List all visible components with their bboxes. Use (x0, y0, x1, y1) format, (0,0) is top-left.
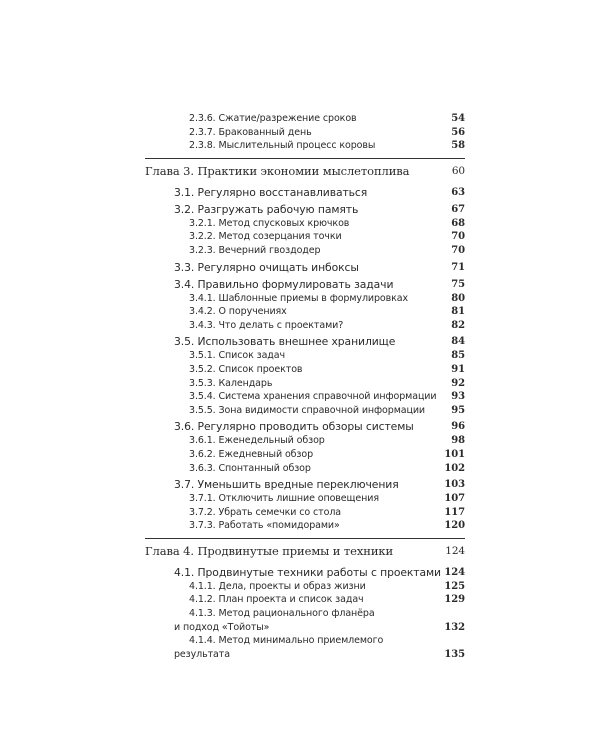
entry-title: 3.5.2. Список проектов (189, 363, 303, 375)
toc-entry[interactable] (145, 363, 465, 377)
toc-entry[interactable] (145, 230, 465, 244)
chapter-3-heading[interactable] (145, 158, 465, 180)
toc-entry[interactable] (145, 462, 465, 476)
entry-page: 95 (451, 404, 465, 416)
toc-entry-continuation[interactable] (145, 648, 465, 662)
toc-section[interactable] (145, 335, 465, 349)
toc-entry-continuation[interactable] (145, 621, 465, 635)
entry-title: 2.3.7. Бракованный день (189, 126, 312, 138)
entry-title: 3.5.1. Список задач (189, 350, 285, 362)
section-page: 75 (451, 278, 465, 290)
entry-title: 3.7.3. Работать «помидорами» (189, 520, 340, 532)
section-title: 3.4. Правильно формулировать задачи (174, 277, 394, 291)
section-title: 3.3. Регулярно очищать инбоксы (174, 260, 359, 274)
toc-section[interactable] (145, 186, 465, 200)
entry-title: 2.3.8. Мыслительный процесс коровы (189, 140, 376, 152)
entry-page: 56 (451, 126, 465, 138)
entry-page: 92 (451, 377, 465, 389)
entry-page: 54 (451, 113, 465, 124)
entry-title: 3.2.3. Вечерний гвоздодер (189, 244, 321, 256)
section-page: 96 (451, 421, 465, 433)
entry-title: 3.4.3. Что делать с проектами? (189, 319, 344, 331)
toc-section[interactable] (145, 566, 465, 580)
entry-title: и подход «Тойоты» (174, 621, 270, 633)
toc-entry[interactable] (145, 319, 465, 333)
entry-page: 102 (444, 462, 465, 474)
entry-page: 85 (451, 350, 465, 362)
toc-entry[interactable] (145, 139, 465, 153)
chapter-page: 124 (445, 544, 465, 557)
section-title: 3.6. Регулярно проводить обзоры системы (174, 420, 414, 434)
section-title: 3.7. Уменьшить вредные переключения (174, 478, 399, 492)
entry-title: 2.3.6. Сжатие/разрежение сроков (189, 113, 357, 124)
entry-page: 68 (451, 217, 465, 229)
entry-page: 129 (444, 594, 465, 606)
toc-entry[interactable] (145, 492, 465, 506)
toc-section[interactable] (145, 261, 465, 275)
toc-entry[interactable] (145, 448, 465, 462)
chapter-title: Глава 4. Продвинутые приемы и техники (145, 543, 394, 558)
entry-page: 80 (451, 292, 465, 304)
chapter-4-heading[interactable] (145, 538, 465, 560)
toc-entry[interactable] (145, 292, 465, 306)
toc-entry[interactable] (145, 126, 465, 140)
entry-page: 135 (444, 648, 465, 660)
entry-title: 3.5.4. Система хранения справочной информации (189, 391, 437, 403)
toc-section[interactable] (145, 420, 465, 434)
toc-entry[interactable] (145, 305, 465, 319)
entry-title: 3.7.2. Убрать семечки со стола (189, 506, 342, 518)
entry-page: 107 (444, 493, 465, 505)
entry-title: 4.1.1. Дела, проекты и образ жизни (189, 580, 366, 592)
entry-title: 3.6.3. Спонтанный обзор (189, 462, 311, 474)
toc-entry[interactable] (145, 112, 465, 126)
toc-entry[interactable] (145, 390, 465, 404)
entry-title: 4.1.4. Метод минимально приемлемого (189, 635, 384, 647)
entry-page: 81 (451, 306, 465, 318)
entry-page: 58 (451, 140, 465, 152)
toc-entry[interactable] (145, 634, 465, 648)
toc-entry[interactable] (145, 434, 465, 448)
entry-page: 70 (451, 231, 465, 243)
entry-title: 3.5.5. Зона видимости справочной информации (189, 404, 425, 416)
entry-page: 93 (451, 391, 465, 403)
toc-entry[interactable] (145, 519, 465, 533)
section-page: 124 (444, 566, 465, 578)
entry-title: результата (174, 648, 230, 660)
toc-entry[interactable] (145, 580, 465, 594)
entry-page: 120 (444, 520, 465, 532)
entry-title: 4.1.2. План проекта и список задач (189, 594, 364, 606)
section-title: 3.5. Использовать внешнее хранилище (174, 335, 396, 349)
entry-title: 3.5.3. Календарь (189, 377, 273, 389)
section-page: 103 (444, 479, 465, 491)
entry-page: 70 (451, 244, 465, 256)
entry-page: 82 (451, 319, 465, 331)
section-page: 71 (451, 261, 465, 273)
toc-entry[interactable] (145, 593, 465, 607)
entry-page: 91 (451, 363, 465, 375)
toc-entry[interactable] (145, 217, 465, 231)
entry-title: 3.6.1. Еженедельный обзор (189, 435, 325, 447)
entry-title: 3.7.1. Отключить лишние оповещения (189, 493, 379, 505)
entry-title: 3.4.1. Шаблонные приемы в формулировках (189, 292, 409, 304)
section-page: 84 (451, 336, 465, 348)
entry-title: 3.6.2. Ежедневный обзор (189, 448, 314, 460)
section-title: 4.1. Продвинутые техники работы с проектами (174, 565, 441, 579)
entry-title: 4.1.3. Метод рационального фланёра (189, 608, 375, 620)
toc-entry[interactable] (145, 377, 465, 391)
toc-entry[interactable] (145, 349, 465, 363)
section-title: 3.1. Регулярно восстанавливаться (174, 185, 368, 199)
entry-page: 101 (444, 448, 465, 460)
toc-section[interactable] (145, 278, 465, 292)
section-title: 3.2. Разгружать рабочую память (174, 202, 359, 216)
entry-page: 132 (444, 621, 465, 633)
toc-section[interactable] (145, 203, 465, 217)
table-of-contents (145, 112, 465, 661)
chapter-page: 60 (451, 164, 465, 177)
toc-entry[interactable] (145, 244, 465, 258)
section-page: 63 (451, 186, 465, 198)
entry-title: 3.2.1. Метод спусковых крючков (189, 217, 350, 229)
entry-page: 117 (444, 506, 465, 518)
toc-entry[interactable] (145, 607, 465, 621)
entry-title: 3.2.2. Метод созерцания точки (189, 231, 342, 243)
entry-page: 98 (451, 435, 465, 447)
section-page: 67 (451, 203, 465, 215)
entry-title: 3.4.2. О поручениях (189, 306, 287, 318)
toc-entry[interactable] (145, 404, 465, 418)
entry-page: 125 (444, 580, 465, 592)
toc-section[interactable] (145, 478, 465, 492)
toc-entry[interactable] (145, 506, 465, 520)
chapter-title: Глава 3. Практики экономии мыслетоплива (145, 163, 410, 178)
